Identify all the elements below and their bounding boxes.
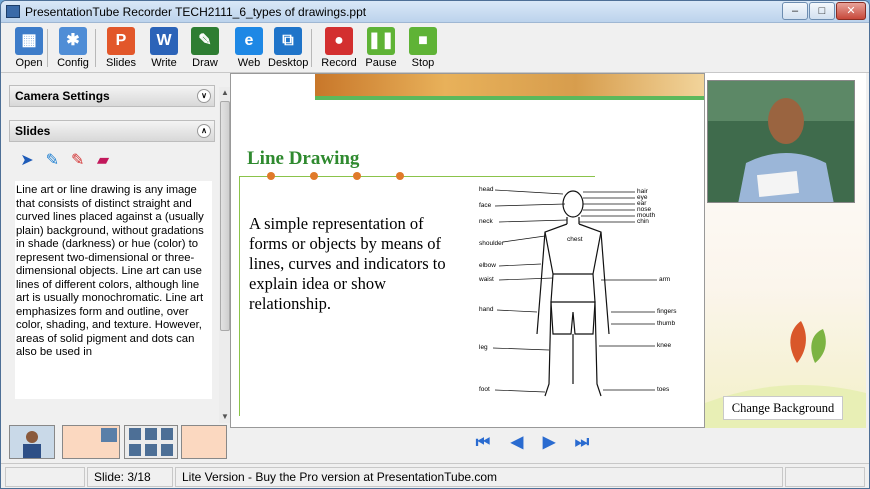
slides-label: Slides <box>15 124 51 138</box>
webcam-preview <box>707 80 855 203</box>
title-bar <box>1 1 869 23</box>
maximize-button[interactable]: □ <box>809 2 835 20</box>
figure-label-nose: nose <box>637 206 652 213</box>
config-button[interactable] <box>53 27 93 71</box>
minimize-button[interactable]: – <box>782 2 808 20</box>
write-label: Write <box>151 57 177 69</box>
slide-notes-text: Line art or line drawing is any image that consists of distinct straight and curved lines placed against a (usually plain) background, without gradations in shade (darkness) or hue (color) to represent two-dimensional or three-dimensional objects. Line art can use lines of different colors, although line art is usually monochromatic. Line art emphasizes form and outline, over color, shading, and texture. However, areas of solid pigment and dots can also be used in <box>15 181 212 399</box>
toolbar-separator <box>47 29 48 67</box>
word-icon: W <box>150 27 178 55</box>
camera-settings-label: Camera Settings <box>15 89 110 103</box>
record-icon: ● <box>325 27 353 55</box>
app-icon <box>6 5 20 18</box>
figure-label-ear: ear <box>637 200 647 207</box>
slide-title: Line Drawing <box>247 148 360 169</box>
stop-button[interactable] <box>403 27 443 71</box>
figure-label-knee: knee <box>657 342 672 349</box>
presenter-video-icon <box>708 81 855 203</box>
draw-label: Draw <box>192 57 218 69</box>
grid-thumb-icon <box>125 426 177 458</box>
change-background-button[interactable]: Change Background <box>723 396 843 420</box>
slide-body-text: A simple representation of forms or objects by means of lines, curves and indicators to explain idea or show relationship. <box>249 214 446 313</box>
figure-label-eye: eye <box>637 194 648 201</box>
pointer-icon[interactable]: ➤ <box>20 152 34 169</box>
last-slide-icon[interactable]: ⏭ <box>574 434 590 451</box>
desktop-label: Desktop <box>268 57 309 69</box>
layout-slide-camera[interactable] <box>62 425 120 459</box>
toolbar-separator <box>95 29 96 67</box>
decor-dot <box>267 172 275 180</box>
open-label: Open <box>15 57 43 69</box>
figure-label-elbow: elbow <box>479 262 496 269</box>
decor-dot <box>396 172 404 180</box>
slide-divider <box>239 176 595 177</box>
slide-header-bar <box>315 96 705 100</box>
figure-label-head: head <box>479 186 494 193</box>
previous-slide-icon[interactable]: ◀ <box>510 434 524 451</box>
figure-label-foot: foot <box>479 386 490 393</box>
desktop-button[interactable] <box>268 27 308 71</box>
camera-settings-header[interactable] <box>9 85 215 107</box>
slide-vertical-divider <box>239 176 240 416</box>
first-slide-icon[interactable]: ⏮ <box>475 434 491 451</box>
slides-label: Slides <box>106 57 136 69</box>
figure-label-chin: chin <box>637 218 649 225</box>
slide-counter: Slide: 3/18 <box>87 467 173 487</box>
slide-header-banner <box>315 74 705 96</box>
record-button[interactable] <box>319 27 359 71</box>
layout-slide-only[interactable] <box>181 425 227 459</box>
slides-button[interactable] <box>101 27 141 71</box>
chevron-up-icon[interactable]: ∧ <box>197 124 211 138</box>
pause-button[interactable] <box>361 27 401 71</box>
slide-canvas <box>230 73 705 428</box>
annotation-tools <box>17 151 115 173</box>
decor-dot <box>353 172 361 180</box>
open-button[interactable] <box>9 27 49 71</box>
window-title: PresentationTube Recorder TECH2111_6_types of drawings.ppt <box>25 5 367 19</box>
figure-label-arm: arm <box>659 276 671 283</box>
palette-icon: ✎ <box>191 27 219 55</box>
status-extra <box>785 467 865 487</box>
figure-label-shoulder: shoulder <box>479 240 504 247</box>
figure-label-toes: toes <box>657 386 670 393</box>
stop-label: Stop <box>411 57 435 69</box>
status-bar <box>1 463 869 489</box>
figure-label-waist: waist <box>479 276 494 283</box>
next-slide-icon[interactable]: ▶ <box>542 434 556 451</box>
slide-camera-thumb-icon <box>63 426 119 458</box>
chevron-down-icon[interactable]: ∨ <box>197 89 211 103</box>
figure-label-leg: leg <box>479 344 488 351</box>
scroll-up-icon[interactable]: ▲ <box>221 88 229 97</box>
close-button[interactable]: ✕ <box>836 2 866 20</box>
desktop-icon: ⧉ <box>274 27 302 55</box>
pause-icon: ❚❚ <box>367 27 395 55</box>
config-label: Config <box>57 57 89 69</box>
layout-grid[interactable] <box>124 425 178 459</box>
stop-icon: ■ <box>409 27 437 55</box>
figure-label-mouth: mouth <box>637 212 656 219</box>
figure-label-thumb: thumb <box>657 320 676 327</box>
web-label: Web <box>237 57 261 69</box>
figure-label-hand: hand <box>479 306 494 313</box>
web-button[interactable] <box>229 27 269 71</box>
pause-label: Pause <box>365 57 397 69</box>
open-icon: ▦ <box>15 27 43 55</box>
pen-red-icon[interactable]: ✎ <box>70 152 85 169</box>
eraser-icon[interactable]: ▰ <box>96 152 110 169</box>
slides-header[interactable] <box>9 120 215 142</box>
draw-button[interactable] <box>185 27 225 71</box>
body-line-drawing <box>475 184 705 420</box>
status-message: Lite Version - Buy the Pro version at PresentationTube.com <box>175 467 783 487</box>
figure-label-neck: neck <box>479 218 493 225</box>
toolbar-separator <box>311 29 312 67</box>
write-button[interactable] <box>144 27 184 71</box>
human-figure-icon <box>475 184 705 420</box>
powerpoint-icon: P <box>107 27 135 55</box>
decor-dot <box>310 172 318 180</box>
figure-label-hair: hair <box>637 188 648 195</box>
record-label: Record <box>321 57 357 69</box>
toolbar <box>1 23 869 73</box>
left-panel <box>7 75 227 427</box>
pen-blue-icon[interactable]: ✎ <box>45 152 60 169</box>
config-icon: ✱ <box>59 27 87 55</box>
figure-label-chest: chest <box>567 236 583 243</box>
presenter-thumb-icon <box>10 426 54 458</box>
figure-label-face: face <box>479 202 492 209</box>
figure-label-fingers: fingers <box>657 308 677 315</box>
browser-icon: e <box>235 27 263 55</box>
layout-camera-only[interactable] <box>9 425 55 459</box>
layout-thumbnails <box>5 425 229 463</box>
scroll-down-icon[interactable]: ▼ <box>221 412 229 421</box>
status-empty <box>5 467 85 487</box>
scrollbar-thumb[interactable] <box>220 101 230 331</box>
